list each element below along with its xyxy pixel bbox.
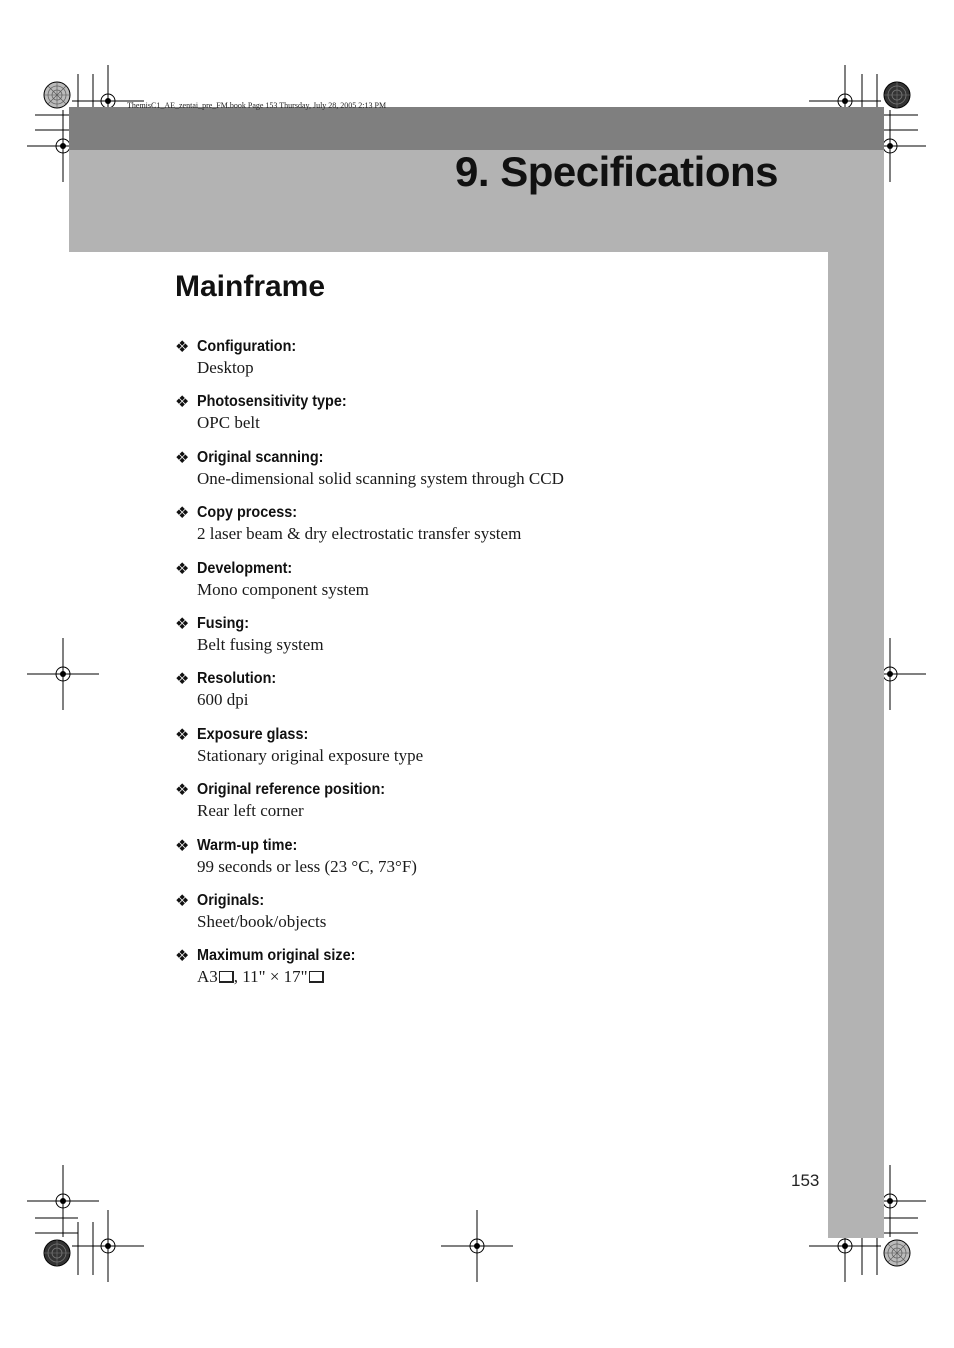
spec-item [175,836,795,891]
spec-value: 2 laser beam & dry electrostatic transfer system [197,524,522,544]
spec-value: Desktop [197,358,254,377]
chapter-title: 9. Specifications [455,148,778,195]
spec-item [175,559,795,614]
landscape-paper-icon [219,971,234,983]
spec-value: 99 seconds or less (23 °C, 73°F) [197,856,417,876]
section-title: Mainframe [175,270,326,303]
diamond-bullet-icon: ❖ [175,337,190,356]
header-dark-band [69,107,884,150]
spec-value [197,966,324,988]
diamond-bullet-icon: ❖ [175,890,190,910]
landscape-paper-icon [309,971,324,983]
spec-item [175,946,795,1001]
page-number: 153 [791,1171,820,1190]
diamond-bullet-icon: ❖ [175,780,190,800]
spec-label: Photosensitivity type: [197,393,347,411]
size-ledger-text: , 11" × 17" [233,967,308,987]
spec-item [175,614,795,669]
spec-label: Fusing: [197,614,249,632]
print-info: ThemisC1_AE_zentai_pre_FM.book Page 153 Thursday, July 28, 2005 2:13 PM [127,101,387,110]
spec-label: Maximum original size: [197,947,356,965]
spec-value: 600 dpi [197,690,249,710]
diamond-bullet-icon: ❖ [175,835,190,855]
spec-value: Mono component system [197,579,369,599]
spec-item [175,337,795,392]
diamond-bullet-icon: ❖ [175,392,190,412]
spec-value: Belt fusing system [197,634,324,654]
spec-label: Warm-up time: [197,836,298,854]
diamond-bullet-icon: ❖ [175,447,190,467]
diamond-bullet-icon: ❖ [175,558,190,578]
diamond-bullet-icon: ❖ [175,946,190,966]
spec-item [175,448,795,503]
spec-label: Exposure glass: [197,725,309,743]
spec-item [175,780,795,835]
spec-value: Sheet/book/objects [197,911,327,931]
spec-item [175,392,795,447]
spec-value: One-dimensional solid scanning system through CCD [197,468,564,488]
diamond-bullet-icon: ❖ [175,669,190,689]
spec-item [175,725,795,780]
spec-value: Rear left corner [197,801,304,821]
spec-label: Configuration: [197,338,297,355]
spec-label: Original reference position: [197,781,386,799]
spec-label: Originals: [197,891,265,909]
spec-item [175,891,795,946]
diamond-bullet-icon: ❖ [175,613,190,633]
side-tab-bar [828,252,884,1238]
size-a3-text: A3 [197,967,218,987]
spec-value: OPC belt [197,413,260,433]
spec-label: Development: [197,559,293,577]
spec-label: Copy process: [197,504,298,522]
spec-label: Resolution: [197,670,277,688]
diamond-bullet-icon: ❖ [175,503,190,523]
spec-item [175,503,795,558]
spec-list [175,337,795,1002]
spec-label: Original scanning: [197,448,324,466]
spec-value: Stationary original exposure type [197,745,424,765]
diamond-bullet-icon: ❖ [175,724,190,744]
spec-item [175,669,795,724]
